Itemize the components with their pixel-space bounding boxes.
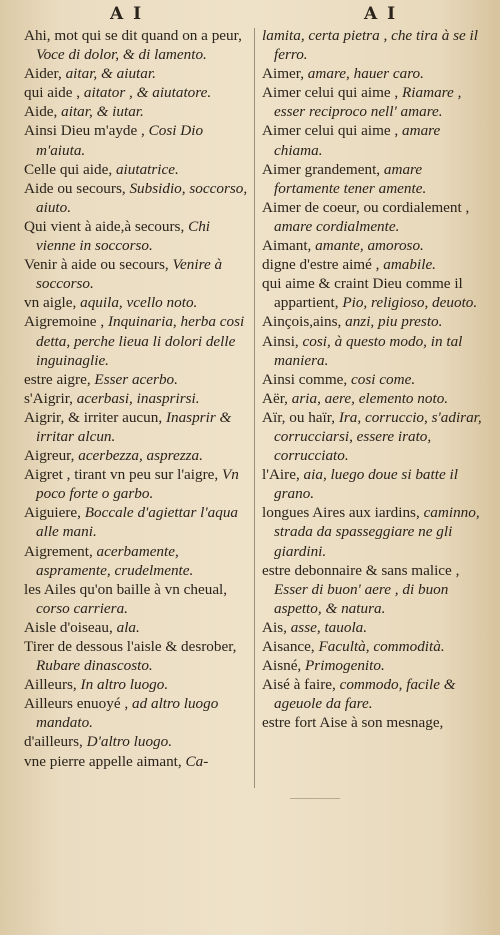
italian-translation: D'altro luogo. bbox=[86, 733, 173, 751]
french-headword: les Ailes qu'on baille à vn cheual, bbox=[24, 580, 228, 598]
dictionary-entry bbox=[24, 408, 248, 446]
dictionary-entry bbox=[262, 675, 490, 713]
header-left: A I bbox=[110, 4, 144, 24]
french-headword: Aide, bbox=[24, 103, 58, 121]
french-headword: Aïr, ou haïr, bbox=[262, 408, 336, 426]
italian-translation: aia, luego doue si batte il grano. bbox=[274, 466, 458, 503]
french-headword: Aimant, bbox=[262, 237, 312, 255]
french-headword: Celle qui aide, bbox=[24, 160, 113, 178]
italian-translation: Ira, corruccio, s'adirar, corrucciarsi, essere irato, corrucciato. bbox=[274, 408, 482, 465]
french-headword: qui aide , bbox=[24, 84, 81, 102]
italian-translation: amare fortamente tener amente. bbox=[274, 160, 427, 197]
italian-translation: Vn poco forte o garbo. bbox=[36, 466, 239, 503]
italian-translation: commodo, facile & ageuole da fare. bbox=[274, 676, 456, 713]
italian-translation: amare, hauer caro. bbox=[307, 65, 424, 83]
italian-translation: aquila, vcello noto. bbox=[80, 294, 198, 312]
dictionary-entry bbox=[24, 542, 248, 580]
italian-translation: Subsidio, soccorso, aiuto. bbox=[36, 179, 248, 216]
italian-translation: anzi, piu presto. bbox=[345, 313, 443, 331]
french-headword: longues Aires aux iardins, bbox=[262, 504, 420, 522]
french-headword: estre debonnaire & sans malice , bbox=[262, 561, 460, 579]
italian-translation: Inasprir & irritar alcun. bbox=[36, 408, 232, 445]
french-headword: vne pierre appelle aimant, bbox=[24, 752, 182, 770]
dictionary-entry bbox=[262, 160, 490, 198]
french-headword: Aigreur, bbox=[24, 447, 75, 465]
dictionary-entry bbox=[262, 503, 490, 560]
french-headword: Ainsi comme, bbox=[262, 370, 348, 388]
dictionary-entry bbox=[24, 503, 248, 541]
french-headword: Aimer, bbox=[262, 65, 304, 83]
dictionary-entry bbox=[262, 408, 490, 465]
italian-translation: ala. bbox=[116, 618, 140, 636]
french-headword: Ainsi Dieu m'ayde , bbox=[24, 122, 145, 140]
dictionary-entry bbox=[24, 465, 248, 503]
dictionary-entry bbox=[24, 446, 248, 465]
dictionary-entry bbox=[262, 332, 490, 370]
header-right: A I bbox=[364, 4, 398, 24]
dictionary-entry bbox=[262, 121, 490, 159]
dictionary-entry bbox=[24, 160, 248, 179]
dictionary-entry bbox=[262, 561, 490, 618]
italian-translation: Inquinaria, herba cosi detta, perche lieua li dolori delle inguinaglie. bbox=[36, 313, 245, 369]
italian-translation: aitator , & aiutatore. bbox=[83, 84, 212, 102]
italian-translation: aiutatrice. bbox=[115, 160, 179, 178]
dictionary-entry bbox=[24, 83, 248, 102]
french-headword: Aisance, bbox=[262, 638, 315, 655]
french-headword: Aigrement, bbox=[24, 542, 93, 560]
dictionary-entry bbox=[24, 370, 248, 389]
french-headword: Aiguiere, bbox=[24, 504, 81, 522]
dictionary-entry bbox=[24, 26, 248, 64]
italian-translation: Facultà, commodità. bbox=[318, 638, 445, 655]
running-header bbox=[0, 4, 500, 26]
italian-translation: amabile. bbox=[383, 256, 436, 274]
dictionary-entry bbox=[262, 26, 490, 64]
dictionary-entry bbox=[24, 217, 248, 255]
right-column bbox=[262, 26, 490, 732]
french-headword: Aër, bbox=[262, 389, 288, 407]
italian-translation: amare chiama. bbox=[274, 122, 441, 159]
french-headword: Ailleurs enuoyé , bbox=[24, 695, 129, 713]
dictionary-entry bbox=[24, 312, 248, 369]
column-divider bbox=[254, 28, 255, 788]
french-headword: vn aigle, bbox=[24, 294, 77, 312]
italian-translation: corso carriera. bbox=[36, 599, 128, 617]
italian-translation: cosi, à questo modo, in tal maniera. bbox=[274, 332, 463, 369]
dictionary-entry bbox=[24, 179, 248, 217]
french-headword: estre fort Aise à son mesnage, bbox=[262, 714, 444, 732]
italian-translation: Voce di dolor, & di lamento. bbox=[36, 46, 207, 64]
italian-translation: amare cordialmente. bbox=[274, 217, 400, 235]
italian-translation: asse, tauola. bbox=[290, 618, 368, 636]
dictionary-entry bbox=[24, 102, 248, 121]
dictionary-entry bbox=[262, 83, 490, 121]
french-headword: Aider, bbox=[24, 65, 62, 83]
italian-translation: aitar, & aiutar. bbox=[65, 65, 156, 83]
french-headword: Aimer celui qui aime , bbox=[262, 84, 399, 102]
french-headword: Aisle d'oiseau, bbox=[24, 618, 113, 636]
page-footer-mark bbox=[290, 798, 340, 799]
dictionary-entry bbox=[24, 675, 248, 694]
french-headword: qui aime & craint Dieu comme il appartient, bbox=[262, 275, 463, 312]
dictionary-entry bbox=[262, 465, 490, 503]
dictionary-entry bbox=[24, 618, 248, 637]
dictionary-entry bbox=[24, 389, 248, 408]
french-headword: Ainçois,ains, bbox=[262, 313, 342, 331]
italian-translation: Cosi Dio m'aiuta. bbox=[36, 122, 204, 159]
french-headword: digne d'estre aimé , bbox=[262, 256, 380, 274]
dictionary-entry bbox=[24, 121, 248, 159]
dictionary-entry bbox=[24, 732, 248, 751]
dictionary-entry bbox=[24, 255, 248, 293]
french-headword: Venir à aide ou secours, bbox=[24, 256, 169, 274]
italian-translation: Venire à soccorso. bbox=[36, 256, 223, 293]
italian-translation: aitar, & iutar. bbox=[61, 103, 144, 121]
dictionary-entry bbox=[24, 752, 248, 771]
dictionary-entry bbox=[262, 713, 490, 732]
dictionary-entry bbox=[262, 389, 490, 408]
french-headword: Aisné, bbox=[262, 657, 302, 675]
dictionary-entry bbox=[262, 255, 490, 274]
dictionary-entry bbox=[262, 656, 490, 675]
italian-translation: Rubare dinascosto. bbox=[36, 657, 153, 675]
italian-translation: Riamare , esser reciproco nell' amare. bbox=[274, 84, 462, 121]
french-headword: Aigrir, & irriter aucun, bbox=[24, 408, 163, 426]
italian-translation: Pio, religioso, deuoto. bbox=[342, 294, 478, 312]
italian-translation: Esser acerbo. bbox=[94, 370, 178, 388]
french-headword: Aimer celui qui aime , bbox=[262, 122, 399, 140]
dictionary-entry bbox=[24, 637, 248, 675]
french-headword: Tirer de dessous l'aisle & desrober, bbox=[24, 638, 237, 655]
dictionary-entry bbox=[262, 64, 490, 83]
dictionary-entry bbox=[24, 694, 248, 732]
dictionary-entry bbox=[262, 236, 490, 255]
italian-translation: In altro luogo. bbox=[80, 676, 169, 694]
french-headword: Ais, bbox=[262, 618, 287, 636]
italian-translation: aria, aere, elemento noto. bbox=[291, 389, 449, 407]
dictionary-entry bbox=[24, 580, 248, 618]
french-headword: d'ailleurs, bbox=[24, 733, 83, 751]
french-headword: Aimer grandement, bbox=[262, 160, 381, 178]
italian-translation: acerbasi, inasprirsi. bbox=[76, 389, 200, 407]
french-headword: s'Aigrir, bbox=[24, 389, 73, 407]
dictionary-entry bbox=[24, 293, 248, 312]
french-headword: Aigret , tirant vn peu sur l'aigre, bbox=[24, 466, 219, 484]
italian-translation: caminno, strada da spasseggiare ne gli giardini. bbox=[274, 504, 480, 560]
french-headword: Ainsi, bbox=[262, 332, 299, 350]
italian-translation: Ca- bbox=[185, 752, 209, 770]
french-headword: Aigremoine , bbox=[24, 313, 105, 331]
italian-translation: Primogenito. bbox=[305, 657, 385, 675]
dictionary-entry bbox=[262, 198, 490, 236]
italian-translation: Chi vienne in soccorso. bbox=[36, 217, 211, 255]
italian-translation: amante, amoroso. bbox=[315, 237, 424, 255]
dictionary-entry bbox=[262, 637, 490, 656]
italian-translation: acerbezza, asprezza. bbox=[78, 447, 203, 465]
italian-translation: ad altro luogo mandato. bbox=[36, 695, 219, 732]
french-headword: Aimer de coeur, ou cordialement , bbox=[262, 198, 470, 216]
italian-translation: acerbamente, aspramente, crudelmente. bbox=[36, 542, 194, 579]
french-headword: Ailleurs, bbox=[24, 676, 77, 694]
italian-translation: lamita, certa pietra , che tira à se il ferro. bbox=[262, 27, 478, 64]
dictionary-entry bbox=[262, 370, 490, 389]
dictionary-entry bbox=[24, 64, 248, 83]
dictionary-entry bbox=[262, 312, 490, 331]
italian-translation: Esser di buon' aere , di buon aspetto, & natura. bbox=[274, 580, 449, 617]
french-headword: estre aigre, bbox=[24, 370, 91, 388]
french-headword: Aisé à faire, bbox=[262, 676, 336, 694]
dictionary-entry bbox=[262, 618, 490, 637]
left-column bbox=[24, 26, 248, 771]
italian-translation: Boccale d'agiettar l'aqua alle mani. bbox=[36, 504, 239, 541]
french-headword: l'Aire, bbox=[262, 466, 300, 484]
french-headword: Qui vient à aide,à secours, bbox=[24, 217, 185, 235]
french-headword: Ahi, mot qui se dit quand on a peur, bbox=[24, 27, 242, 44]
french-headword: Aide ou secours, bbox=[24, 179, 126, 197]
italian-translation: cosi come. bbox=[351, 370, 416, 388]
dictionary-entry bbox=[262, 274, 490, 312]
